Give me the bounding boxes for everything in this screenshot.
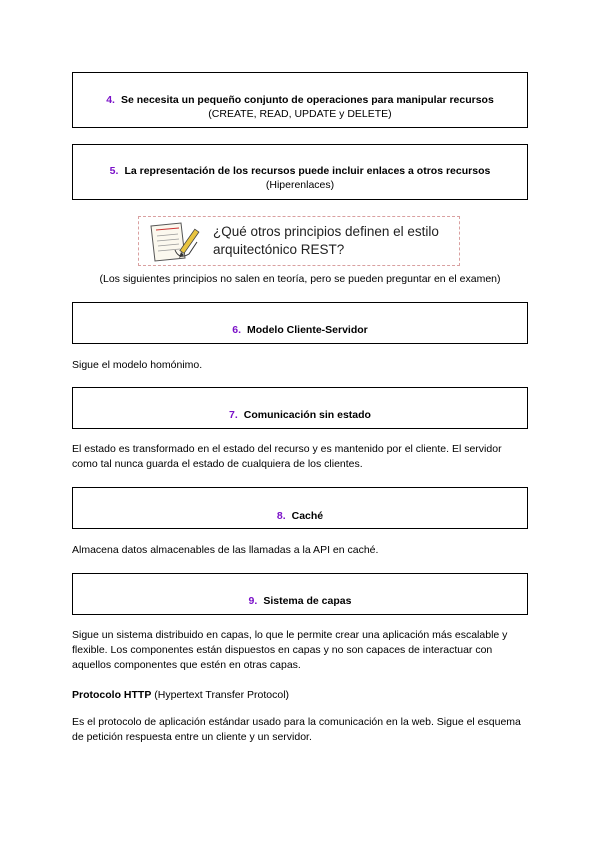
cache-description: Almacena datos almacenables de las llamadas a la API en caché. — [72, 544, 379, 556]
principle-box-8 — [72, 487, 528, 529]
principle-box-9 — [72, 573, 528, 615]
principle-4-subtitle: (CREATE, READ, UPDATE y DELETE) — [208, 108, 392, 120]
principle-9-title: Sistema de capas — [263, 595, 352, 607]
http-heading-suffix: (Hypertext Transfer Protocol) — [151, 689, 290, 701]
principle-box-4 — [72, 72, 528, 128]
principle-box-5 — [72, 144, 528, 200]
principle-box-7 — [72, 387, 528, 429]
principle-box-6 — [72, 302, 528, 344]
principle-9-number: 9. — [248, 595, 258, 607]
principle-4-title-line — [73, 93, 527, 107]
sin-estado-description: El estado es transformado en el estado del recurso y es mantenido por el cliente. El servidor como tal nunca guarda el estado de cualquiera de los clientes. — [72, 443, 502, 470]
http-heading-title: Protocolo HTTP — [72, 689, 152, 701]
principle-7-number: 7. — [229, 409, 238, 421]
capas-description: Sigue un sistema distribuido en capas, lo que le permite crear una aplicación más escalable y flexible. Los componentes están dispuestos en capas y no son capaces de interactuar con aquellos componentes que estén en otras capas. — [72, 629, 508, 671]
principle-4-number: 4. — [106, 94, 115, 106]
callout-question-line-1: ¿Qué otros principios definen el estilo — [213, 224, 439, 239]
principle-6-number: 6. — [232, 324, 241, 336]
http-heading — [72, 688, 530, 703]
principle-6-title: Modelo Cliente-Servidor — [247, 324, 368, 336]
http-description: Es el protocolo de aplicación estándar usado para la comunicación en la web. Sigue el esquema de petición respuesta entre un cliente y un servidor. — [72, 716, 521, 743]
cliente-servidor-description: Sigue el modelo homónimo. — [72, 359, 203, 371]
question-callout — [138, 216, 460, 266]
principle-8-number: 8. — [276, 510, 286, 522]
exam-note: (Los siguientes principios no salen en teoría, pero se pueden preguntar en el examen) — [99, 273, 501, 285]
callout-question — [213, 223, 458, 259]
principle-5-number: 5. — [109, 165, 119, 177]
principle-4-title: Se necesita un pequeño conjunto de operaciones para manipular recursos — [120, 94, 494, 106]
callout-question-line-2: arquitectónico REST? — [213, 242, 345, 257]
document-pencil-icon — [145, 220, 207, 264]
principle-5-title-line — [73, 164, 527, 178]
principle-7-title: Comunicación sin estado — [243, 409, 371, 421]
principle-8-title: Caché — [291, 510, 324, 522]
principle-5-subtitle: (Hiperenlaces) — [265, 179, 335, 191]
principle-5-title: La representación de los recursos puede incluir enlaces a otros recursos — [124, 165, 491, 177]
